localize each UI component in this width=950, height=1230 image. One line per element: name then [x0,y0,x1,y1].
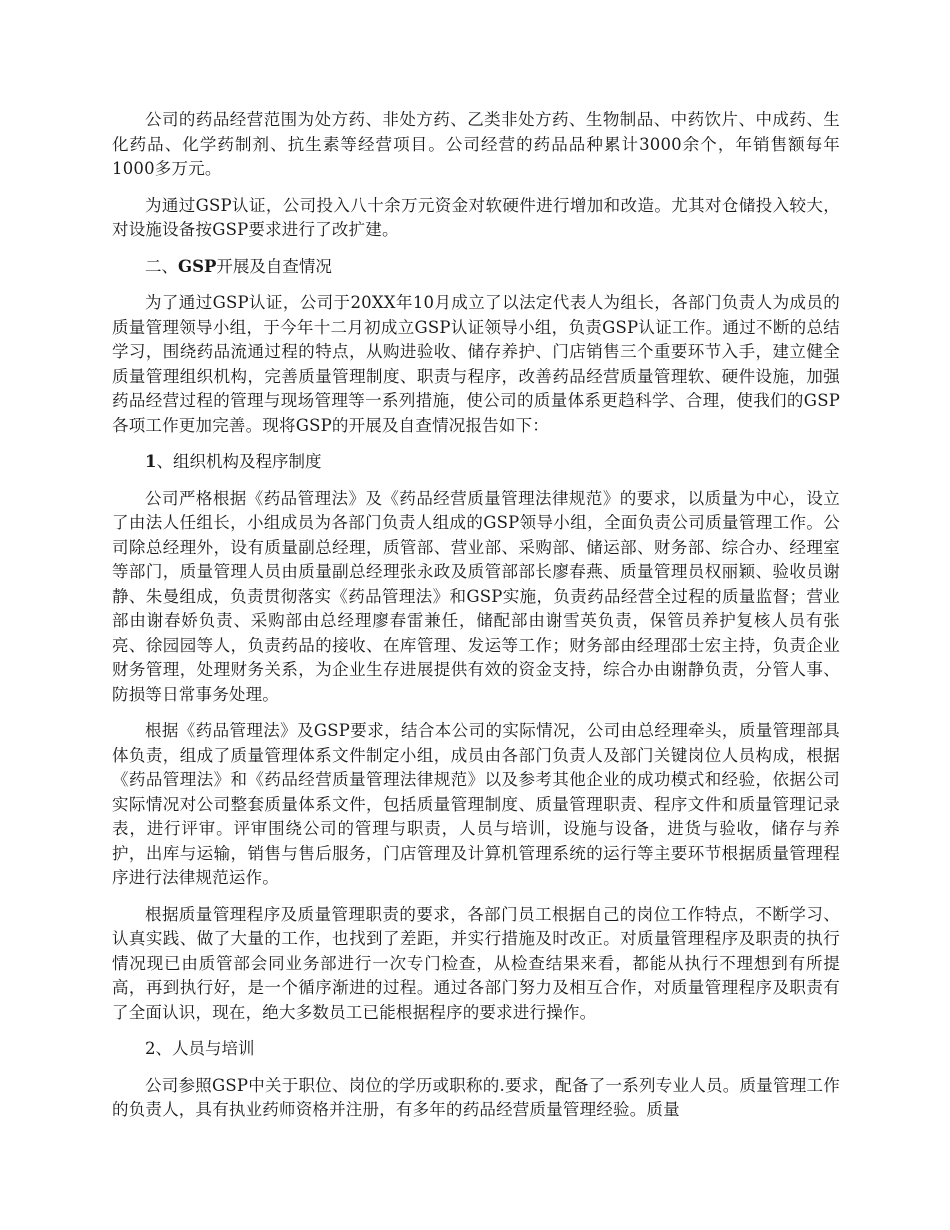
paragraph-business-scope: 公司的药品经营范围为处方药、非处方药、乙类非处方药、生物制品、中药饮片、中成药、生化药品、化学药制剂、抗生素等经营项目。公司经营的药品品种累计3000余个，年销售额每年1000多万元。 [112,110,840,178]
section-heading-prefix: 二、 [145,256,178,276]
paragraph-procedures: 根据质量管理程序及质量管理职责的要求，各部门员工根据自己的岗位工作特点，不断学习、认真实践、做了大量的工作，也找到了差距，并实行措施及时改正。对质量管理程序及职责的执行情况现已由质管部会同业务部进行一次专门检查，从检查结果来看，都能从执行不理想到有所提高，再到执行好，是一个循序渐进的过程。通过各部门努力及相互合作，对质量管理程序及职责有了全面认识，现在，绝大多数员工已能根据程序的要求进行操作。 [112,904,840,1022]
paragraph-investment: 为通过GSP认证，公司投入八十余万元资金对软硬件进行增加和改造。尤其对仓储投入较大，对设施设备按GSP要求进行了改扩建。 [112,195,840,239]
subsection-title: 、组织机构及程序制度 [156,452,322,471]
paragraph-organization: 公司严格根据《药品管理法》及《药品经营质量管理法律规范》的要求，以质量为中心，设立了由法人任组长，小组成员为各部门负责人组成的GSP领导小组，全面负责公司质量管理工作。公司除总经理外，设有质量副总经理，质管部、营业部、采购部、储运部、财务部、综合办、经理室等部门，质量管理人员由质量副总经理张永政及质管部部长廖春燕、质量管理员权丽颖、验收员谢静、朱曼组成，负责贯彻落实《药品管理法》和GSP实施，负责药品经营全过程的质量监督；营业部由谢春娇负责、采购部由总经理廖春雷兼任，储配部由谢雪英负责，保管员养护复核人员有张亮、徐园园等人，负责药品的接收、在库管理、发运等工作；财务部由经理邵士宏主持，负责企业财务管理，处理财务关系，为企业生存进展提供有效的资金支持，综合办由谢静负责，分管人事、防损等日常事务处理。 [112,488,840,704]
document-page [112,108,840,1135]
subsection-heading-organization [112,450,840,475]
section-heading-gsp [112,255,840,280]
paragraph-quality-system: 根据《药品管理法》及GSP要求，结合本公司的实际情况，公司由总经理牵头，质量管理部具体负责，组成了质量管理体系文件制定小组，成员由各部门负责人及部门关键岗位人员构成，根据《药品管理法》和《药品经营质量管理法律规范》以及参考其他企业的成功模式和经验，依据公司实际情况对公司整套质量体系文件，包括质量管理制度、质量管理职责、程序文件和质量管理记录表，进行评审。评审围绕公司的管理与职责，人员与培训，设施与设备，进货与验收，储存与养护，出库与运输，销售与售后服务，门店管理及计算机管理系统的运行等主要环节根据质量管理程序进行法律规范运作。 [112,721,840,887]
section-heading-rest: 开展及自查情况 [216,256,332,276]
section-heading-bold: GSP [178,256,217,276]
paragraph-personnel: 公司参照GSP中关于职位、岗位的学历或职称的.要求，配备了一系列专业人员。质量管理工作的负责人，具有执业药师资格并注册，有多年的药品经营质量管理经验。质量 [112,1075,840,1119]
subsection-number: 1 [145,452,157,471]
subsection-heading-personnel: 2、人员与培训 [145,1039,255,1058]
paragraph-gsp-overview: 为了通过GSP认证，公司于20XX年10月成立了以法定代表人为组长，各部门负责人为成员的质量管理领导小组，于今年十二月初成立GSP认证领导小组，负责GSP认证工作。通过不断的总结学习，围绕药品流通过程的特点，从购进验收、储存养护、门店销售三个重要环节入手，建立健全质量管理组织机构，完善质量管理制度、职责与程序，改善药品经营质量管理软、硬件设施，加强药品经营过程的管理与现场管理等一系列措施，使公司的质量体系更趋科学、合理，使我们的GSP各项工作更加完善。现将GSP的开展及自查情况报告如下： [112,293,840,435]
